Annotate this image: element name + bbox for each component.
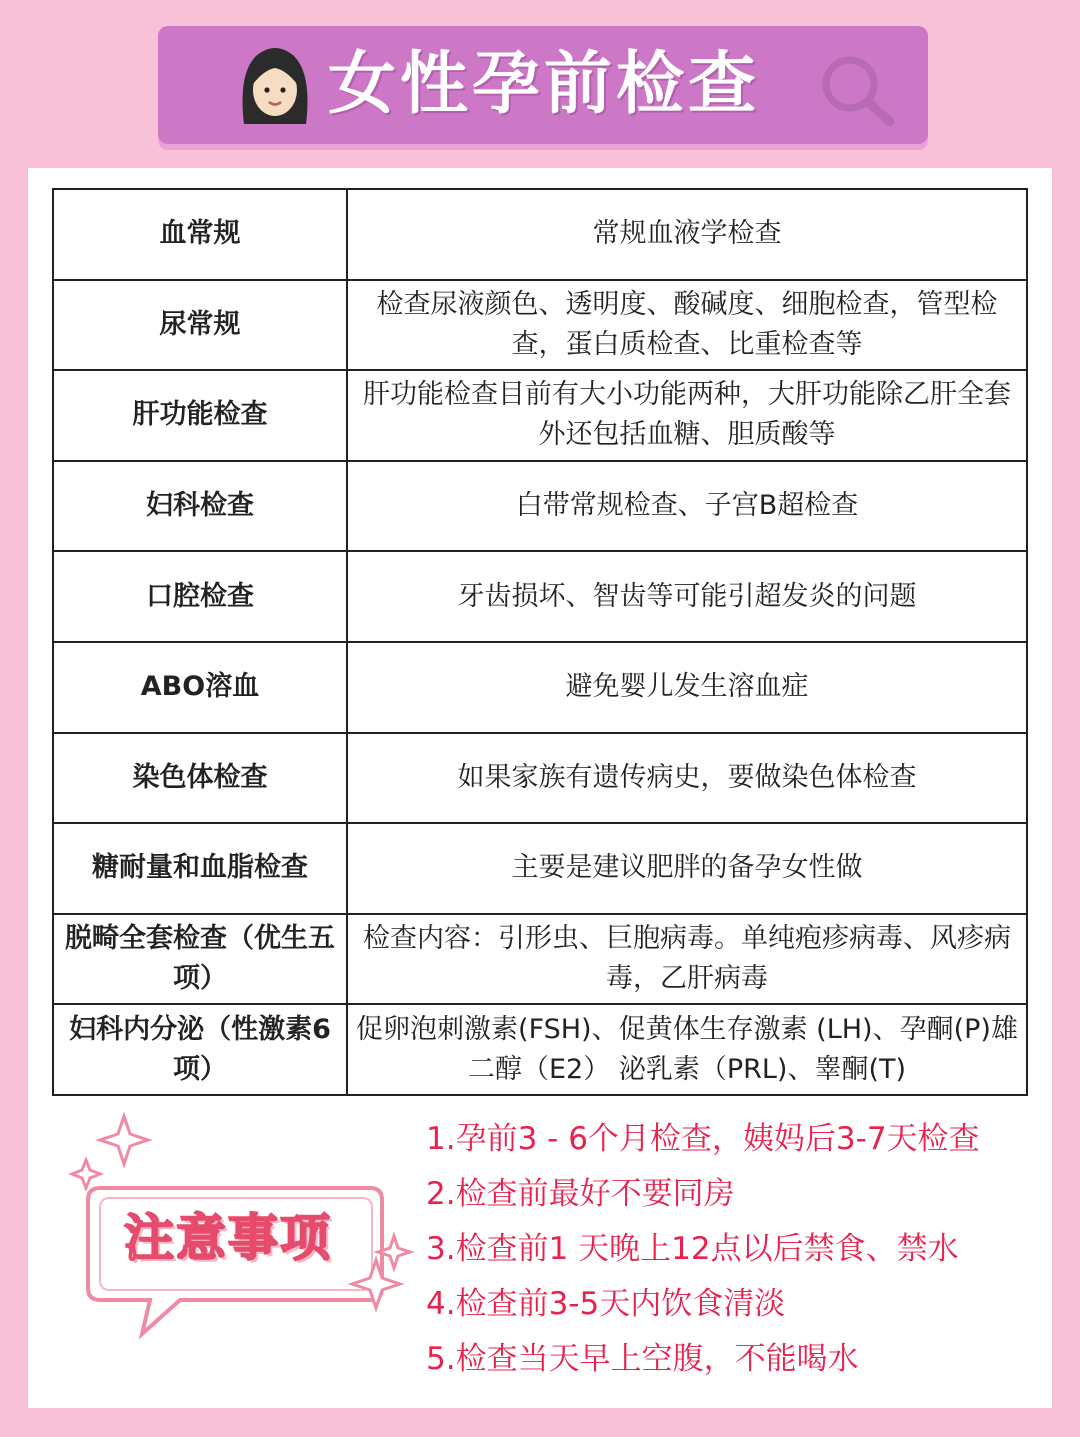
- table-row: [53, 189, 1027, 280]
- list-item: 4.检查前3-5天内饮食清淡: [426, 1286, 786, 1322]
- exam-content: 牙齿损坏、智齿等可能引超发炎的问题: [347, 551, 1027, 642]
- exam-content: 避免婴儿发生溶血症: [347, 642, 1027, 733]
- title-banner: [158, 26, 928, 144]
- exam-item: 尿常规: [53, 280, 347, 371]
- notice-list: [426, 1112, 980, 1387]
- table-row: [53, 823, 1027, 914]
- exam-table: [52, 188, 1028, 1096]
- table-row: [53, 551, 1027, 642]
- exam-content: 常规血液学检查: [347, 189, 1027, 280]
- exam-content: 检查尿液颜色、透明度、酸碱度、细胞检查，管型检查，蛋白质检查、比重检查等: [347, 280, 1027, 371]
- exam-item: 妇科检查: [53, 461, 347, 552]
- exam-content: 检查内容：引形虫、巨胞病毒。单纯疱疹病毒、风疹病毒，乙肝病毒: [347, 914, 1027, 1005]
- exam-item: 染色体检查: [53, 733, 347, 824]
- table-row: [53, 280, 1027, 371]
- notice-title: 注意事项: [124, 1209, 332, 1267]
- exam-item: 血常规: [53, 189, 347, 280]
- table-row: [53, 1004, 1027, 1095]
- exam-item: 口腔检查: [53, 551, 347, 642]
- exam-item: 肝功能检查: [53, 370, 347, 461]
- exam-item: 妇科内分泌（性激素6项）: [53, 1004, 347, 1095]
- exam-content: 白带常规检查、子宫B超检查: [347, 461, 1027, 552]
- table-row: [53, 370, 1027, 461]
- list-item: 5.检查当天早上空腹，不能喝水: [426, 1341, 859, 1377]
- exam-item: 糖耐量和血脂检查: [53, 823, 347, 914]
- table-row: [53, 914, 1027, 1005]
- exam-content: 促卵泡刺激素(FSH)、促黄体生存激素 (LH)、孕酮(P)雄二醇（E2） 泌乳素（PRL)、睾酮(T): [347, 1004, 1027, 1095]
- exam-content: 主要是建议肥胖的备孕女性做: [347, 823, 1027, 914]
- table-row: [53, 642, 1027, 733]
- list-item: 2.检查前最好不要同房: [426, 1176, 735, 1212]
- list-item: 3.检查前1 天晚上12点以后禁食、禁水: [426, 1231, 959, 1267]
- content-card: [28, 168, 1052, 1408]
- list-item: 1.孕前3 - 6个月检查，姨妈后3-7天检查: [426, 1121, 980, 1157]
- search-icon: [818, 52, 898, 128]
- woman-face-icon: [236, 44, 314, 128]
- table-row: [53, 461, 1027, 552]
- exam-item: 脱畸全套检查（优生五项）: [53, 914, 347, 1005]
- page-title: 女性孕前检查: [328, 45, 761, 124]
- exam-content: 如果家族有遗传病史，要做染色体检查: [347, 733, 1027, 824]
- exam-item: ABO溶血: [53, 642, 347, 733]
- exam-content: 肝功能检查目前有大小功能两种，大肝功能除乙肝全套外还包括血糖、胆质酸等: [347, 370, 1027, 461]
- table-row: [53, 733, 1027, 824]
